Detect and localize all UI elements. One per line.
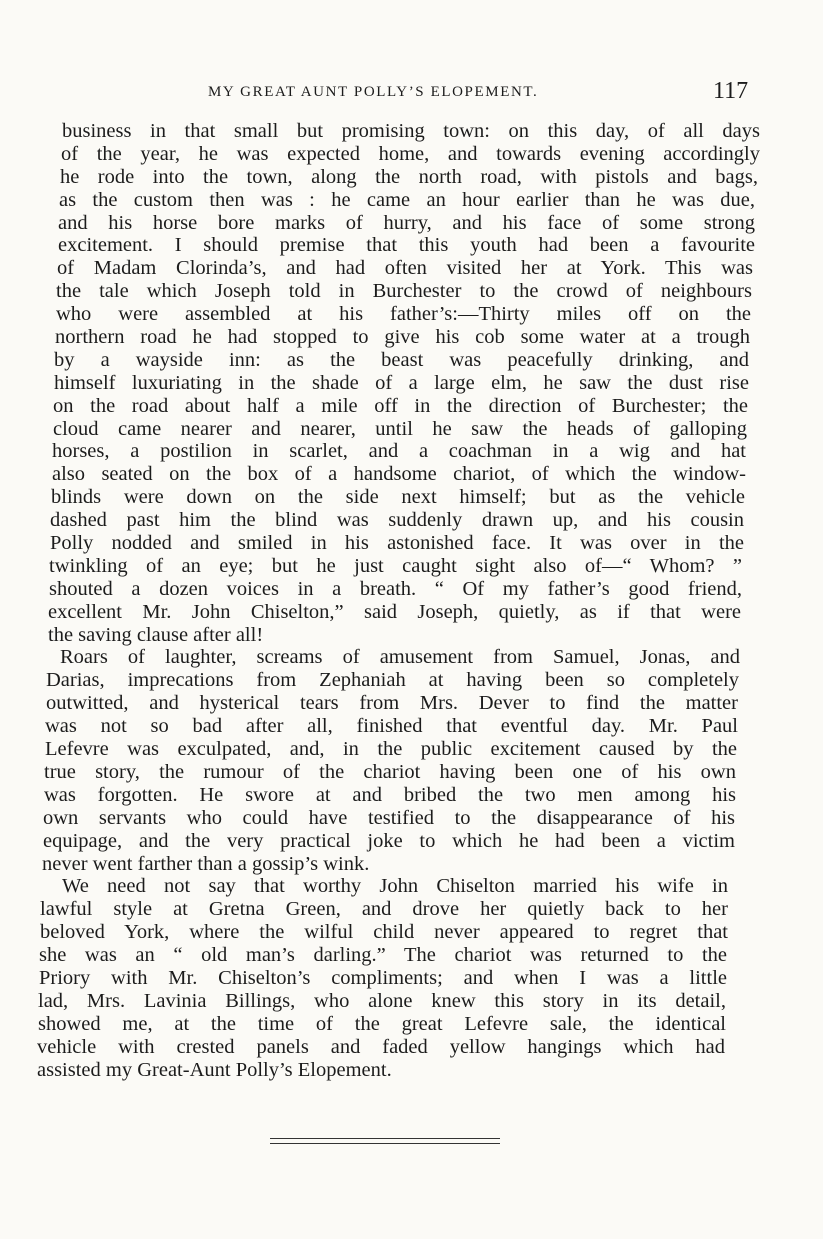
text-line: vehicle with crested panels and faded yellow hangings which had — [37, 1035, 725, 1058]
text-line: he rode into the town, along the north road, with pistols and bags, — [60, 165, 758, 188]
text-line: showed me, at the time of the great Lefevre sale, the identical — [38, 1012, 726, 1035]
text-line: Priory with Mr. Chiselton’s compliments; and when I was a little — [39, 966, 727, 989]
text-line: true story, the rumour of the chariot having been one of his own — [44, 760, 736, 783]
text-line: blinds were down on the side next himself; but as the vehicle — [51, 486, 745, 509]
text-line: business in that small but promising town: on this day, of all days — [62, 120, 760, 142]
text-line: cloud came nearer and nearer, until he saw the heads of galloping — [53, 417, 747, 440]
text-line: Darias, imprecations from Zephaniah at having been so completely — [46, 669, 739, 692]
text-line: northern road he had stopped to give his cob some water at a trough — [55, 326, 750, 349]
text-line: by a wayside inn: as the beast was peacefully drinking, and — [54, 348, 749, 371]
text-line: the saving clause after all! — [48, 623, 264, 646]
text-line: of the year, he was expected home, and towards evening accordingly — [61, 142, 760, 165]
text-line: outwitted, and hysterical tears from Mrs. Dever to find the matter — [46, 692, 738, 715]
text-line: Roars of laughter, screams of amusement from Samuel, Jonas, and — [60, 646, 740, 669]
text-line: We need not say that worthy John Chiselton married his wife in — [62, 875, 728, 898]
text-line: she was an “ old man’s darling.” The chariot was returned to the — [39, 944, 727, 967]
text-line: Lefevre was exculpated, and, in the public excitement caused by the — [45, 738, 737, 761]
text-line: dashed past him the blind was suddenly drawn up, and his cousin — [50, 509, 744, 532]
text-line: of Madam Clorinda’s, and had often visited her at York. This was — [57, 257, 753, 280]
section-end-rule — [270, 1138, 500, 1144]
text-line: Polly nodded and smiled in his astonished face. It was over in the — [50, 532, 744, 555]
text-line: excitement. I should premise that this youth had been a favourite — [58, 234, 755, 257]
text-line: excellent Mr. John Chiselton,” said Joseph, quietly, as if that were — [48, 600, 741, 623]
running-head — [0, 78, 823, 108]
text-line: equipage, and the very practical joke to which he had been a victim — [43, 829, 735, 852]
text-line: the tale which Joseph told in Burchester to the crowd of neighbours — [56, 280, 752, 303]
text-line: beloved York, where the wilful child never appeared to regret that — [40, 921, 728, 944]
text-line: was forgotten. He swore at and bribed the two men among his — [44, 783, 736, 806]
text-line: who were assembled at his father’s:—Thirty miles off on the — [56, 303, 751, 326]
text-line: was not so bad after all, finished that eventful day. Mr. Paul — [45, 715, 738, 738]
text-line: lad, Mrs. Lavinia Billings, who alone knew this story in its detail, — [38, 989, 726, 1012]
text-line: shouted a dozen voices in a breath. “ Of my father’s good friend, — [49, 577, 742, 600]
text-line: assisted my Great-Aunt Polly’s Elopement. — [37, 1058, 392, 1081]
page-number: 117 — [713, 78, 749, 104]
text-line: own servants who could have testified to the disappearance of his — [43, 806, 735, 829]
text-line: twinkling of an eye; but he just caught sight also of—“ Whom? ” — [49, 554, 742, 577]
body-text — [36, 120, 760, 1081]
text-line: himself luxuriating in the shade of a large elm, he saw the dust rise — [54, 371, 749, 394]
running-title: MY GREAT AUNT POLLY’S ELOPEMENT. — [208, 84, 539, 100]
text-line: horses, a postilion in scarlet, and a coachman in a wig and hat — [52, 440, 746, 463]
text-line: as the custom then was : he came an hour earlier than he was due, — [59, 188, 755, 211]
text-line: lawful style at Gretna Green, and drove her quietly back to her — [40, 898, 728, 921]
text-line: also seated on the box of a handsome chariot, of which the window- — [52, 463, 746, 486]
text-line: on the road about half a mile off in the direction of Burchester; the — [53, 394, 748, 417]
text-line: and his horse bore marks of hurry, and his face of some strong — [58, 211, 755, 234]
text-line: never went farther than a gossip’s wink. — [42, 852, 370, 875]
